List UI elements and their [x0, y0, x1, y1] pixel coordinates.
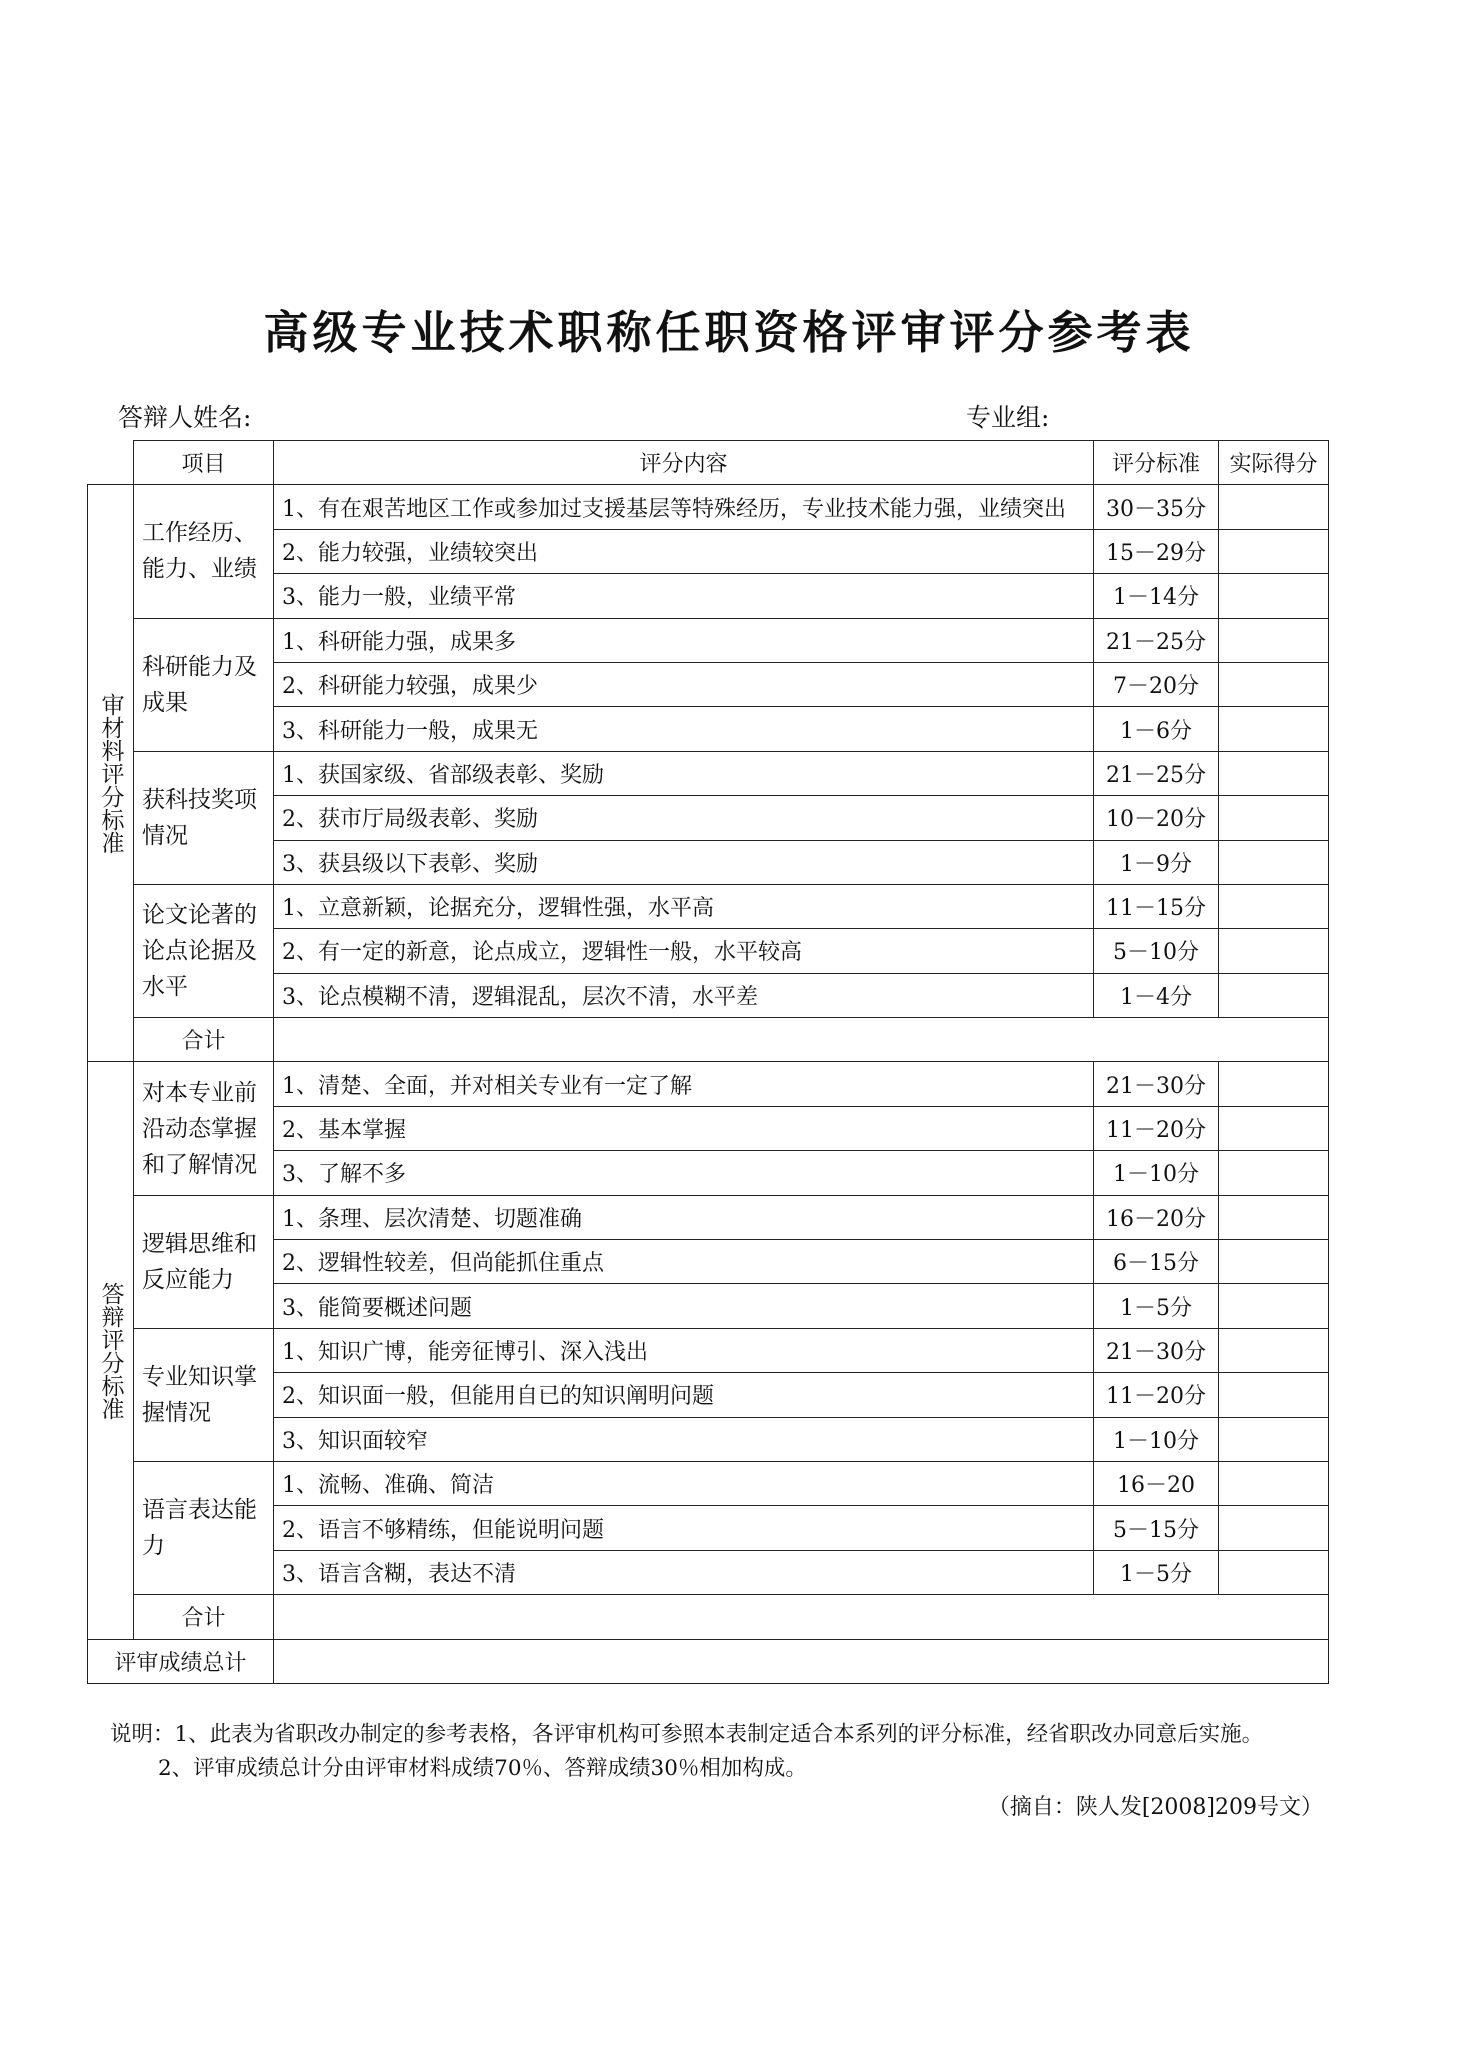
table-row [88, 1461, 1329, 1505]
score-content: 3、知识面较窄 [274, 1417, 1094, 1461]
table-row [88, 929, 1329, 973]
actual-score-cell [1219, 1151, 1329, 1195]
actual-score-cell [1219, 1373, 1329, 1417]
score-content: 1、流畅、准确、简洁 [274, 1461, 1094, 1505]
grand-total-row [88, 1639, 1329, 1683]
actual-score-cell [1219, 529, 1329, 573]
table-row [88, 574, 1329, 618]
note-1: 说明：1、此表为省职改办制定的参考表格，各评审机构可参照本表制定适合本系列的评分标准，经省职改办同意后实施。 [110, 1722, 1264, 1747]
score-standard: 1－5分 [1094, 1284, 1219, 1328]
table-row [88, 1373, 1329, 1417]
table-row [88, 1062, 1329, 1106]
specialty-group-label: 专业组: [966, 403, 1050, 432]
col-header-content: 评分内容 [274, 441, 1094, 485]
actual-score-cell [1219, 1062, 1329, 1106]
score-standard: 1－9分 [1094, 840, 1219, 884]
actual-score-cell [1219, 796, 1329, 840]
score-standard: 5－15分 [1094, 1506, 1219, 1550]
item-name: 对本专业前沿动态掌握和了解情况 [134, 1062, 274, 1195]
actual-score-cell [1219, 751, 1329, 795]
section-label: 审材料评分标准 [88, 485, 134, 1062]
item-name: 语言表达能力 [134, 1461, 274, 1594]
score-content: 2、能力较强，业绩较突出 [274, 529, 1094, 573]
respondent-name-label: 答辩人姓名: [118, 403, 252, 432]
score-content: 3、科研能力一般，成果无 [274, 707, 1094, 751]
actual-score-cell [1219, 1328, 1329, 1372]
score-standard: 1－14分 [1094, 574, 1219, 618]
score-standard: 16－20 [1094, 1461, 1219, 1505]
score-standard: 11－20分 [1094, 1106, 1219, 1150]
grand-total-label: 评审成绩总计 [88, 1639, 274, 1683]
score-content: 2、有一定的新意，论点成立，逻辑性一般，水平较高 [274, 929, 1094, 973]
score-content: 1、条理、层次清楚、切题准确 [274, 1195, 1094, 1239]
col-header-standard: 评分标准 [1094, 441, 1219, 485]
score-standard: 16－20分 [1094, 1195, 1219, 1239]
score-content: 1、有在艰苦地区工作或参加过支援基层等特殊经历，专业技术能力强，业绩突出 [274, 485, 1094, 529]
table-row [88, 485, 1329, 529]
score-content: 1、知识广博，能旁征博引、深入浅出 [274, 1328, 1094, 1372]
actual-score-cell [1219, 884, 1329, 928]
notes [110, 1718, 1263, 1786]
score-standard: 30－35分 [1094, 485, 1219, 529]
actual-score-cell [1219, 929, 1329, 973]
score-content: 1、清楚、全面，并对相关专业有一定了解 [274, 1062, 1094, 1106]
item-name: 专业知识掌握情况 [134, 1328, 274, 1461]
subtotal-value [274, 1595, 1329, 1639]
table-row [88, 751, 1329, 795]
page-title: 高级专业技术职称任职资格评审评分参考表 [263, 306, 1195, 359]
score-content: 2、科研能力较强，成果少 [274, 662, 1094, 706]
actual-score-cell [1219, 1550, 1329, 1594]
subtotal-row [88, 1018, 1329, 1062]
table-row [88, 1506, 1329, 1550]
score-standard: 10－20分 [1094, 796, 1219, 840]
item-name: 工作经历、能力、业绩 [134, 485, 274, 618]
score-content: 3、了解不多 [274, 1151, 1094, 1195]
score-standard: 15－29分 [1094, 529, 1219, 573]
actual-score-cell [1219, 840, 1329, 884]
score-standard: 21－25分 [1094, 618, 1219, 662]
table-row [88, 1195, 1329, 1239]
table-row [88, 796, 1329, 840]
score-standard: 11－15分 [1094, 884, 1219, 928]
score-standard: 5－10分 [1094, 929, 1219, 973]
actual-score-cell [1219, 1284, 1329, 1328]
score-standard: 1－4分 [1094, 973, 1219, 1017]
section-label: 答辩评分标准 [88, 1062, 134, 1639]
score-content: 3、论点模糊不清，逻辑混乱，层次不清，水平差 [274, 973, 1094, 1017]
actual-score-cell [1219, 1195, 1329, 1239]
score-content: 2、语言不够精练，但能说明问题 [274, 1506, 1094, 1550]
header-row [88, 441, 1329, 485]
score-standard: 11－20分 [1094, 1373, 1219, 1417]
subtotal-value [274, 1018, 1329, 1062]
score-content: 3、语言含糊，表达不清 [274, 1550, 1094, 1594]
actual-score-cell [1219, 707, 1329, 751]
actual-score-cell [1219, 1106, 1329, 1150]
corner-cell [88, 441, 134, 485]
subtotal-label: 合计 [134, 1595, 274, 1639]
table-row [88, 1328, 1329, 1372]
note-2: 2、评审成绩总计分由评审材料成绩70％、答辩成绩30％相加构成。 [158, 1756, 807, 1781]
actual-score-cell [1219, 1461, 1329, 1505]
score-standard: 1－10分 [1094, 1417, 1219, 1461]
score-standard: 6－15分 [1094, 1240, 1219, 1284]
score-content: 2、逻辑性较差，但尚能抓住重点 [274, 1240, 1094, 1284]
score-content: 1、立意新颖，论据充分，逻辑性强，水平高 [274, 884, 1094, 928]
col-header-actual: 实际得分 [1219, 441, 1329, 485]
actual-score-cell [1219, 662, 1329, 706]
actual-score-cell [1219, 973, 1329, 1017]
actual-score-cell [1219, 618, 1329, 662]
score-standard: 1－6分 [1094, 707, 1219, 751]
actual-score-cell [1219, 574, 1329, 618]
score-table-body [88, 441, 1329, 1684]
actual-score-cell [1219, 485, 1329, 529]
score-content: 3、获县级以下表彰、奖励 [274, 840, 1094, 884]
actual-score-cell [1219, 1240, 1329, 1284]
table-row [88, 662, 1329, 706]
table-row [88, 529, 1329, 573]
subtotal-row [88, 1595, 1329, 1639]
score-standard: 1－10分 [1094, 1151, 1219, 1195]
score-standard: 7－20分 [1094, 662, 1219, 706]
subtotal-label: 合计 [134, 1018, 274, 1062]
score-content: 1、获国家级、省部级表彰、奖励 [274, 751, 1094, 795]
source-citation: （摘自：陕人发[2008]209号文） [987, 1795, 1323, 1820]
score-standard: 21－30分 [1094, 1062, 1219, 1106]
table-row [88, 1550, 1329, 1594]
score-content: 2、基本掌握 [274, 1106, 1094, 1150]
score-content: 2、知识面一般，但能用自已的知识阐明问题 [274, 1373, 1094, 1417]
table-row [88, 973, 1329, 1017]
table-row [88, 618, 1329, 662]
table-row [88, 840, 1329, 884]
score-standard: 1－5分 [1094, 1550, 1219, 1594]
grand-total-value [274, 1639, 1329, 1683]
table-row [88, 1417, 1329, 1461]
item-name: 科研能力及成果 [134, 618, 274, 751]
score-content: 1、科研能力强，成果多 [274, 618, 1094, 662]
item-name: 逻辑思维和反应能力 [134, 1195, 274, 1328]
table-row [88, 884, 1329, 928]
actual-score-cell [1219, 1417, 1329, 1461]
col-header-item: 项目 [134, 441, 274, 485]
table-row [88, 1106, 1329, 1150]
score-content: 3、能简要概述问题 [274, 1284, 1094, 1328]
score-standard: 21－30分 [1094, 1328, 1219, 1372]
score-table [87, 440, 1329, 1684]
score-content: 2、获市厅局级表彰、奖励 [274, 796, 1094, 840]
table-row [88, 1240, 1329, 1284]
table-row [88, 1284, 1329, 1328]
actual-score-cell [1219, 1506, 1329, 1550]
item-name: 获科技奖项情况 [134, 751, 274, 884]
item-name: 论文论著的论点论据及水平 [134, 884, 274, 1017]
score-content: 3、能力一般，业绩平常 [274, 574, 1094, 618]
table-row [88, 707, 1329, 751]
score-standard: 21－25分 [1094, 751, 1219, 795]
table-row [88, 1151, 1329, 1195]
